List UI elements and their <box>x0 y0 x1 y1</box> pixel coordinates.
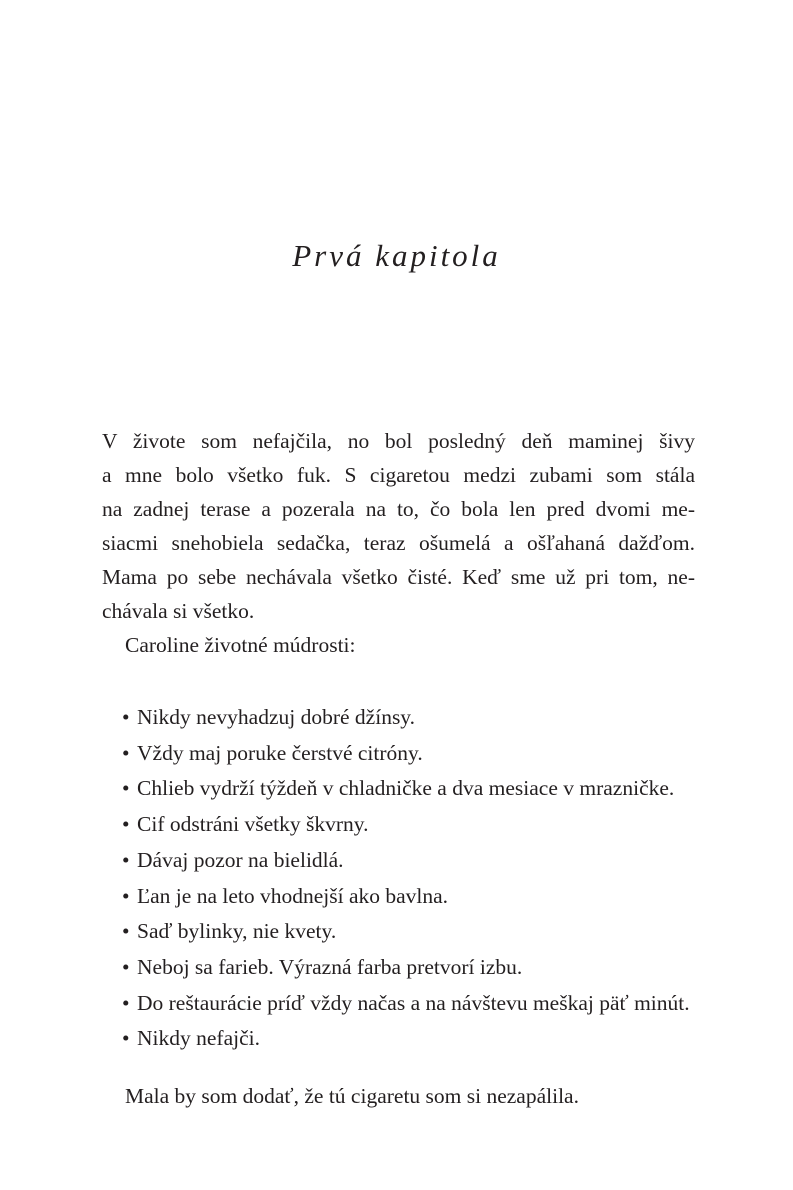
bullet-icon: • <box>122 776 130 801</box>
list-item-text: Vždy maj poruke čerstvé citróny. <box>137 740 423 765</box>
bullet-icon: • <box>122 1026 130 1051</box>
paragraph-line: V živote som nefajčila, no bol posledný deň maminej šivy <box>102 429 695 453</box>
paragraph-line: a mne bolo všetko fuk. S cigaretou medzi zubami som stála <box>102 463 695 487</box>
list-item-text: Neboj sa farieb. Výrazná farba pretvorí izbu. <box>137 954 523 979</box>
list-item <box>122 807 690 843</box>
bullet-icon: • <box>122 847 130 872</box>
paragraph-line: na zadnej terase a pozerala na to, čo bola len pred dvomi me- <box>102 497 695 521</box>
list-item-text: Nikdy nefajči. <box>137 1026 260 1051</box>
list-item-text: Do reštaurácie príď vždy načas a na návštevu meškaj päť minút. <box>137 990 690 1015</box>
bullet-icon: • <box>122 740 130 765</box>
list-item-text: Dávaj pozor na bielidlá. <box>137 847 344 872</box>
list-item-text: Nikdy nevyhadzuj dobré džínsy. <box>137 705 416 729</box>
bullet-icon: • <box>122 705 130 729</box>
list-item <box>122 843 690 879</box>
paragraph-line: chávala si všetko. <box>102 599 255 623</box>
list-item <box>122 700 690 736</box>
closing-paragraph: Mala by som dodať, že tú cigaretu som si nezapálila. <box>125 1084 579 1108</box>
bullet-icon: • <box>122 954 130 979</box>
paragraph-line: Mama po sebe nechávala všetko čisté. Keď sme už pri tom, ne- <box>102 565 695 589</box>
list-item <box>122 771 690 807</box>
bullet-icon: • <box>122 990 130 1015</box>
list-item-text: Cif odstráni všetky škvrny. <box>137 812 369 837</box>
list-item <box>122 950 690 986</box>
list-item-text: Chlieb vydrží týždeň v chladničke a dva mesiace v mrazničke. <box>137 776 675 801</box>
list-item <box>122 879 690 915</box>
bullet-icon: • <box>122 812 130 837</box>
chapter-title: Prvá kapitola <box>292 238 501 273</box>
list-item <box>122 914 690 950</box>
list-item-text: Saď bylinky, nie kvety. <box>137 919 337 944</box>
list-item-text: Ľan je na leto vhodnejší ako bavlna. <box>137 883 449 908</box>
wisdom-list <box>122 700 690 1057</box>
opening-paragraph <box>102 424 695 628</box>
list-item <box>122 986 690 1022</box>
list-item <box>122 736 690 772</box>
list-item <box>122 1021 690 1057</box>
paragraph-line: siacmi snehobiela sedačka, teraz ošumelá a ošľahaná dažďom. <box>102 531 695 555</box>
list-intro: Caroline životné múdrosti: <box>125 633 356 657</box>
bullet-icon: • <box>122 919 130 944</box>
bullet-icon: • <box>122 883 130 908</box>
